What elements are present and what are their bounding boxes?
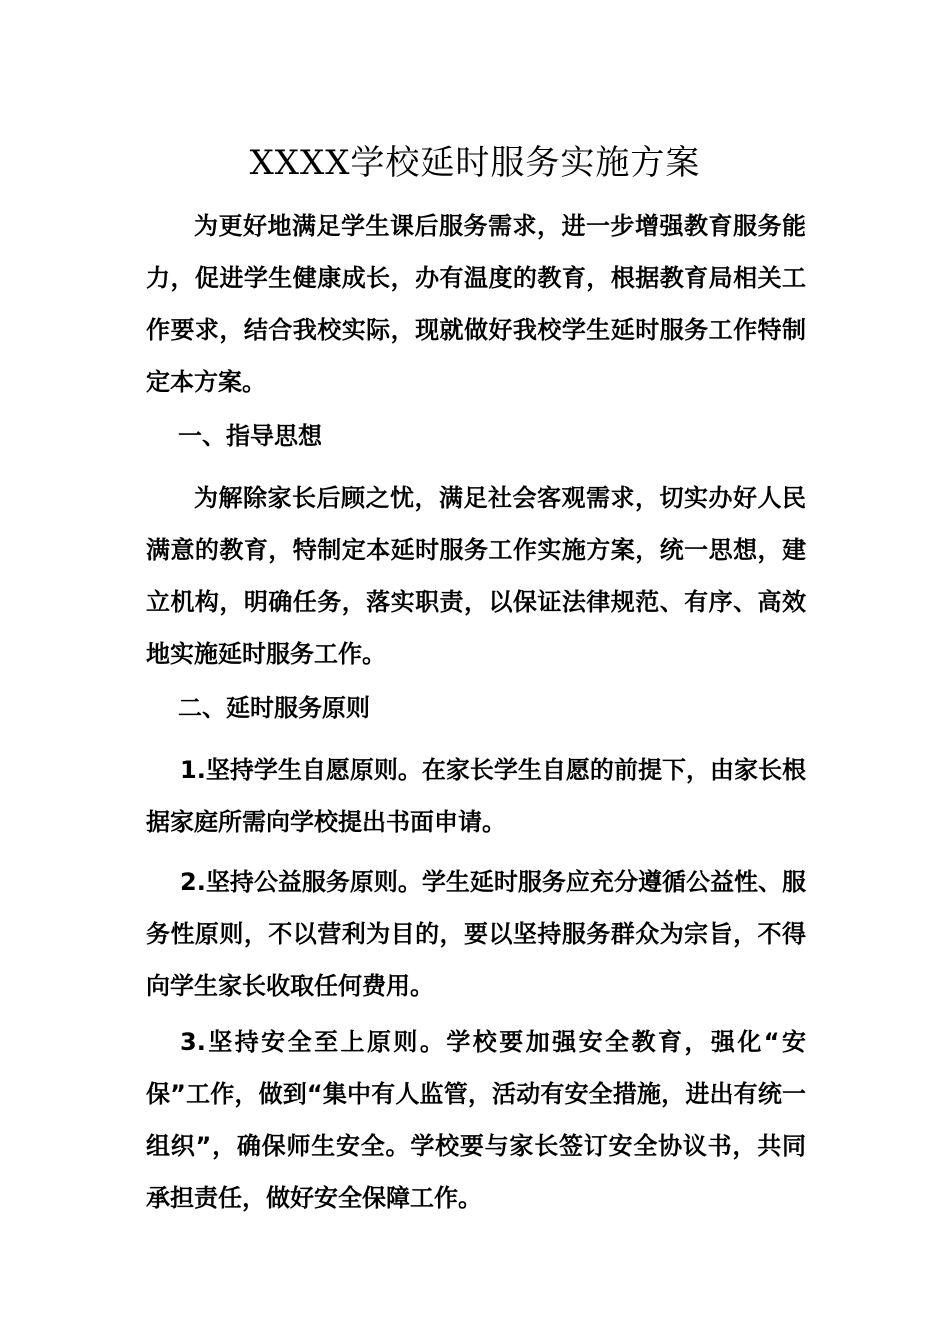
- principle-item-safety: 3.坚持安全至上原则。学校要加强安全教育，强化“安保”工作，做到“集中有人监管，活动有安全措施，进出有统一组织”，确保师生安全。学校要与家长签订安全协议书，共同承担责任，做好安全保障工作。: [146, 1028, 806, 1212]
- guiding-ideology-paragraph: 为解除家长后顾之忧，满足社会客观需求，切实办好人民满意的教育，特制定本延时服务工作实施方案，统一思想，建立机构，明确任务，落实职责，以保证法律规范、有序、高效地实施延时服务工作。: [146, 484, 806, 668]
- principle-item-public-welfare: 2.坚持公益服务原则。学生延时服务应充分遵循公益性、服务性原则，不以营利为目的，要以坚持服务群众为宗旨，不得向学生家长收取任何费用。: [146, 868, 806, 1000]
- principle-item-voluntary: 1.坚持学生自愿原则。在家长学生自愿的前提下，由家长根据家庭所需向学校提出书面申请。: [146, 756, 806, 836]
- document-title: XXXX学校延时服务实施方案: [249, 143, 701, 183]
- section-heading-guiding-ideology: 一、指导思想: [178, 422, 322, 450]
- intro-paragraph: 为更好地满足学生课后服务需求，进一步增强教育服务能力，促进学生健康成长，办有温度的教育，根据教育局相关工作要求，结合我校实际，现就做好我校学生延时服务工作特制定本方案。: [146, 212, 806, 396]
- section-heading-service-principles: 二、延时服务原则: [178, 694, 370, 722]
